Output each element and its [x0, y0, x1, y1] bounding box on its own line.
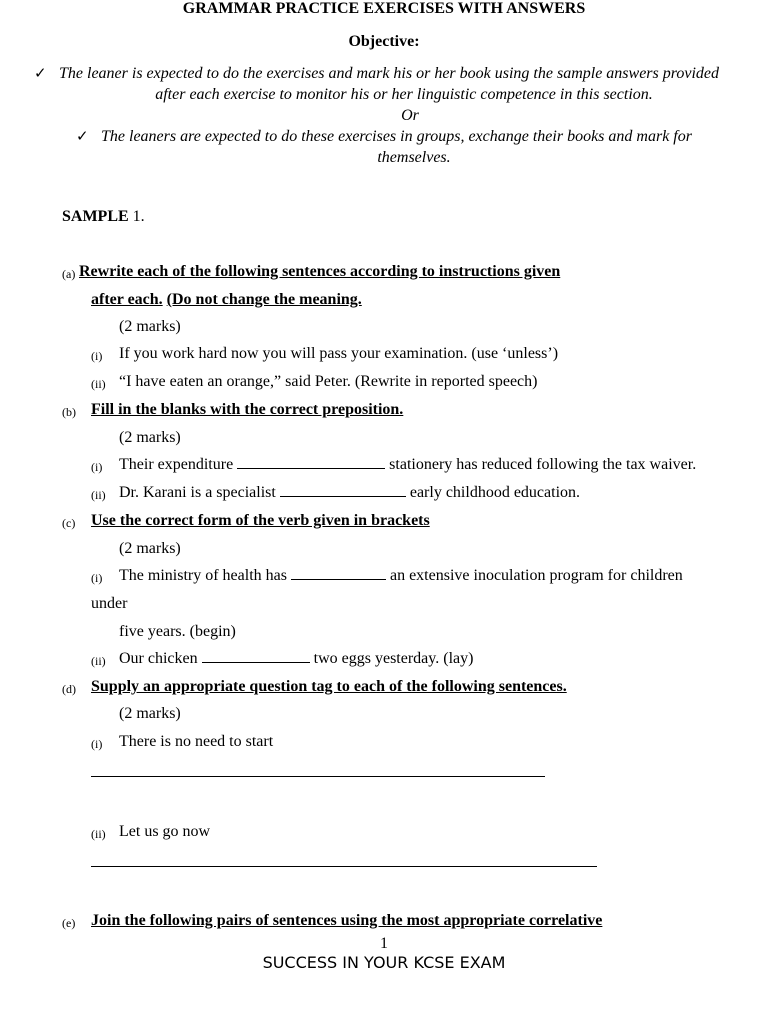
- section-a-heading-1: Rewrite each of the following sentences according to instructions given: [79, 263, 561, 280]
- answer-blank[interactable]: [280, 484, 406, 497]
- section-d-ii-label: (ii): [91, 827, 106, 841]
- answer-line[interactable]: [91, 866, 597, 867]
- page-title: GRAMMAR PRACTICE EXERCISES WITH ANSWERS: [182, 0, 586, 17]
- section-b-ii-before: Dr. Karani is a specialist: [119, 484, 276, 501]
- section-a-ii-text: “I have eaten an orange,” said Peter. (Rewrite in reported speech): [119, 373, 538, 390]
- answer-blank[interactable]: [202, 650, 310, 663]
- section-a-heading-2b: (Do not change the meaning.: [166, 291, 362, 308]
- section-a-i-text: If you work hard now you will pass your examination. (use ‘unless’): [119, 345, 559, 362]
- section-a-marks: (2 marks): [119, 318, 181, 335]
- objective-text-2b: themselves.: [377, 149, 451, 166]
- section-c-i-cont1: under: [91, 595, 128, 612]
- section-a-heading-2: [91, 291, 362, 309]
- section-d-label: (d): [62, 682, 76, 696]
- answer-blank[interactable]: [291, 567, 386, 580]
- page-number: 1: [380, 935, 388, 952]
- section-b-ii-label: (ii): [91, 488, 106, 502]
- section-d-i-label: (i): [91, 737, 103, 751]
- section-c-marks: (2 marks): [119, 540, 181, 557]
- section-b-i-label: (i): [91, 460, 103, 474]
- section-a-ii-label: (ii): [91, 377, 106, 391]
- checkmark-icon: ✓: [34, 66, 47, 82]
- section-b-heading: Fill in the blanks with the correct preposition.: [91, 401, 404, 418]
- section-c-ii-before: Our chicken: [119, 650, 198, 667]
- section-c-label: (c): [62, 516, 76, 530]
- sample-heading: [62, 208, 145, 226]
- section-d-ii-text: Let us go now: [119, 823, 211, 840]
- section-c-heading: Use the correct form of the verb given in brackets: [91, 512, 430, 529]
- section-a-heading-2a: after each.: [91, 291, 163, 308]
- section-c-ii-line: [119, 650, 473, 668]
- sample-number: 1.: [132, 208, 145, 225]
- objective-text-1a: The leaner is expected to do the exercises and mark his or her book using the sample answers provided: [59, 65, 720, 82]
- section-a-i-label: (i): [91, 349, 103, 363]
- section-c-i-after: an extensive inoculation program for children: [389, 567, 683, 584]
- section-c-i-cont2: five years. (begin): [119, 623, 236, 640]
- section-e-label: (e): [62, 916, 76, 930]
- objective-text-1b: after each exercise to monitor his or her linguistic competence in this section.: [155, 86, 653, 103]
- section-c-ii-label: (ii): [91, 654, 106, 668]
- objective-or: Or: [401, 107, 419, 124]
- objective-text-2a: The leaners are expected to do these exercises in groups, exchange their books and mark for: [101, 128, 692, 145]
- section-b-i-after: stationery has reduced following the tax waiver.: [389, 456, 697, 473]
- objective-label: Objective:: [348, 33, 420, 50]
- section-b-i-line: [119, 456, 696, 474]
- section-d-i-text: There is no need to start: [119, 733, 274, 750]
- section-c-ii-after: two eggs yesterday. (lay): [313, 650, 474, 667]
- sample-label: SAMPLE: [62, 208, 129, 225]
- section-c-i-line: [119, 567, 683, 585]
- section-b-label: (b): [62, 405, 76, 419]
- section-b-ii-after: early childhood education.: [409, 484, 581, 501]
- section-c-i-label: (i): [91, 571, 103, 585]
- section-e-heading: Join the following pairs of sentences using the most appropriate correlative: [91, 912, 603, 929]
- section-d-marks: (2 marks): [119, 705, 181, 722]
- answer-blank[interactable]: [237, 456, 385, 469]
- section-d-heading: Supply an appropriate question tag to each of the following sentences.: [91, 678, 567, 695]
- section-c-i-before: The ministry of health has: [119, 567, 287, 584]
- section-b-i-before: Their expenditure: [119, 456, 234, 473]
- section-b-marks: (2 marks): [119, 429, 181, 446]
- answer-line[interactable]: [91, 776, 545, 777]
- page-footer: SUCCESS IN YOUR KCSE EXAM: [262, 953, 506, 972]
- section-b-ii-line: [119, 484, 580, 502]
- section-a-label: (a): [62, 267, 76, 281]
- checkmark-icon: ✓: [76, 129, 89, 145]
